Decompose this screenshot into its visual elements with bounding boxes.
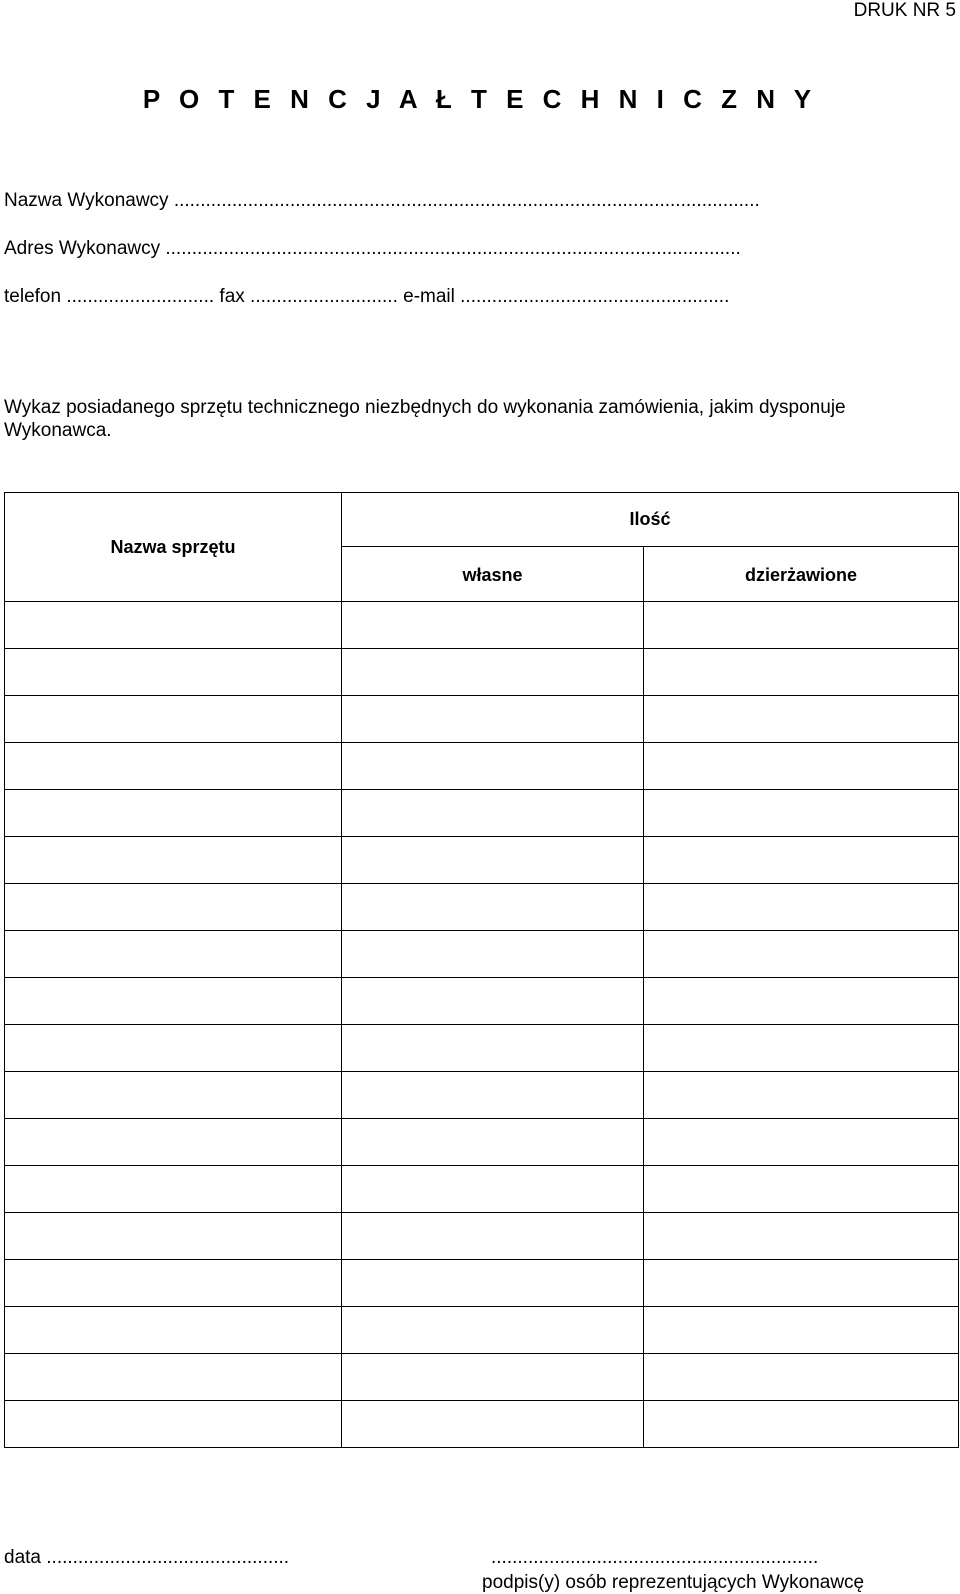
cell-own[interactable]	[342, 602, 644, 649]
cell-leased[interactable]	[644, 1213, 959, 1260]
cell-own[interactable]	[342, 1401, 644, 1448]
cell-equipment-name[interactable]	[5, 978, 342, 1025]
cell-equipment-name[interactable]	[5, 931, 342, 978]
table-row	[5, 1260, 959, 1307]
cell-leased[interactable]	[644, 978, 959, 1025]
table-row	[5, 931, 959, 978]
cell-leased[interactable]	[644, 790, 959, 837]
cell-own[interactable]	[342, 837, 644, 884]
cell-equipment-name[interactable]	[5, 1025, 342, 1072]
table-row	[5, 649, 959, 696]
cell-leased[interactable]	[644, 931, 959, 978]
cell-own[interactable]	[342, 1213, 644, 1260]
table-row	[5, 1025, 959, 1072]
cell-own[interactable]	[342, 1119, 644, 1166]
table-row	[5, 696, 959, 743]
cell-own[interactable]	[342, 1025, 644, 1072]
cell-leased[interactable]	[644, 1401, 959, 1448]
cell-equipment-name[interactable]	[5, 696, 342, 743]
table-row	[5, 1072, 959, 1119]
table-row	[5, 790, 959, 837]
cell-leased[interactable]	[644, 1025, 959, 1072]
signature-field: ..............................................................	[491, 1547, 819, 1568]
cell-leased[interactable]	[644, 1354, 959, 1401]
cell-leased[interactable]	[644, 1072, 959, 1119]
cell-equipment-name[interactable]	[5, 1401, 342, 1448]
form-number: DRUK NR 5	[853, 0, 956, 21]
cell-equipment-name[interactable]	[5, 1119, 342, 1166]
table-row	[5, 1213, 959, 1260]
cell-own[interactable]	[342, 1072, 644, 1119]
equipment-table-body	[5, 602, 959, 1448]
cell-leased[interactable]	[644, 1119, 959, 1166]
table-row	[5, 1307, 959, 1354]
cell-equipment-name[interactable]	[5, 1213, 342, 1260]
cell-equipment-name[interactable]	[5, 649, 342, 696]
intro-paragraph: Wykaz posiadanego sprzętu technicznego niezbędnych do wykonania zamówienia, jakim dysponuje Wykonawca.	[4, 397, 846, 441]
cell-equipment-name[interactable]	[5, 790, 342, 837]
table-row	[5, 1166, 959, 1213]
date-field: data ..............................................	[4, 1547, 290, 1568]
column-header-quantity: Ilość	[342, 493, 959, 547]
cell-equipment-name[interactable]	[5, 1354, 342, 1401]
cell-own[interactable]	[342, 696, 644, 743]
cell-own[interactable]	[342, 649, 644, 696]
cell-leased[interactable]	[644, 743, 959, 790]
cell-own[interactable]	[342, 743, 644, 790]
cell-own[interactable]	[342, 978, 644, 1025]
cell-leased[interactable]	[644, 837, 959, 884]
cell-own[interactable]	[342, 931, 644, 978]
cell-own[interactable]	[342, 790, 644, 837]
page-title: P O T E N C J A Ł T E C H N I C Z N Y	[142, 84, 818, 114]
column-header-equipment-name: Nazwa sprzętu	[5, 493, 342, 602]
cell-own[interactable]	[342, 1354, 644, 1401]
table-row	[5, 602, 959, 649]
cell-own[interactable]	[342, 1307, 644, 1354]
cell-equipment-name[interactable]	[5, 1072, 342, 1119]
column-header-own: własne	[342, 547, 644, 602]
contractor-address-field: Adres Wykonawcy .............................................................................................................	[4, 238, 741, 259]
contractor-contact-field: telefon ............................ fax ............................ e-mail ...................................................	[4, 286, 730, 307]
equipment-table	[4, 492, 959, 1448]
cell-leased[interactable]	[644, 1260, 959, 1307]
table-row	[5, 978, 959, 1025]
cell-leased[interactable]	[644, 884, 959, 931]
cell-equipment-name[interactable]	[5, 1307, 342, 1354]
table-row	[5, 884, 959, 931]
cell-own[interactable]	[342, 884, 644, 931]
cell-equipment-name[interactable]	[5, 884, 342, 931]
table-row	[5, 837, 959, 884]
cell-equipment-name[interactable]	[5, 1260, 342, 1307]
cell-leased[interactable]	[644, 696, 959, 743]
contractor-name-field: Nazwa Wykonawcy ...............................................................................................................	[4, 190, 760, 211]
cell-leased[interactable]	[644, 1166, 959, 1213]
cell-equipment-name[interactable]	[5, 837, 342, 884]
cell-leased[interactable]	[644, 1307, 959, 1354]
cell-leased[interactable]	[644, 602, 959, 649]
column-header-leased: dzierżawione	[644, 547, 959, 602]
cell-own[interactable]	[342, 1166, 644, 1213]
cell-equipment-name[interactable]	[5, 1166, 342, 1213]
cell-leased[interactable]	[644, 649, 959, 696]
table-row	[5, 1119, 959, 1166]
table-row	[5, 1354, 959, 1401]
table-row	[5, 743, 959, 790]
cell-equipment-name[interactable]	[5, 602, 342, 649]
signature-label: podpis(y) osób reprezentujących Wykonawcę	[482, 1572, 865, 1593]
cell-equipment-name[interactable]	[5, 743, 342, 790]
cell-own[interactable]	[342, 1260, 644, 1307]
table-row	[5, 1401, 959, 1448]
